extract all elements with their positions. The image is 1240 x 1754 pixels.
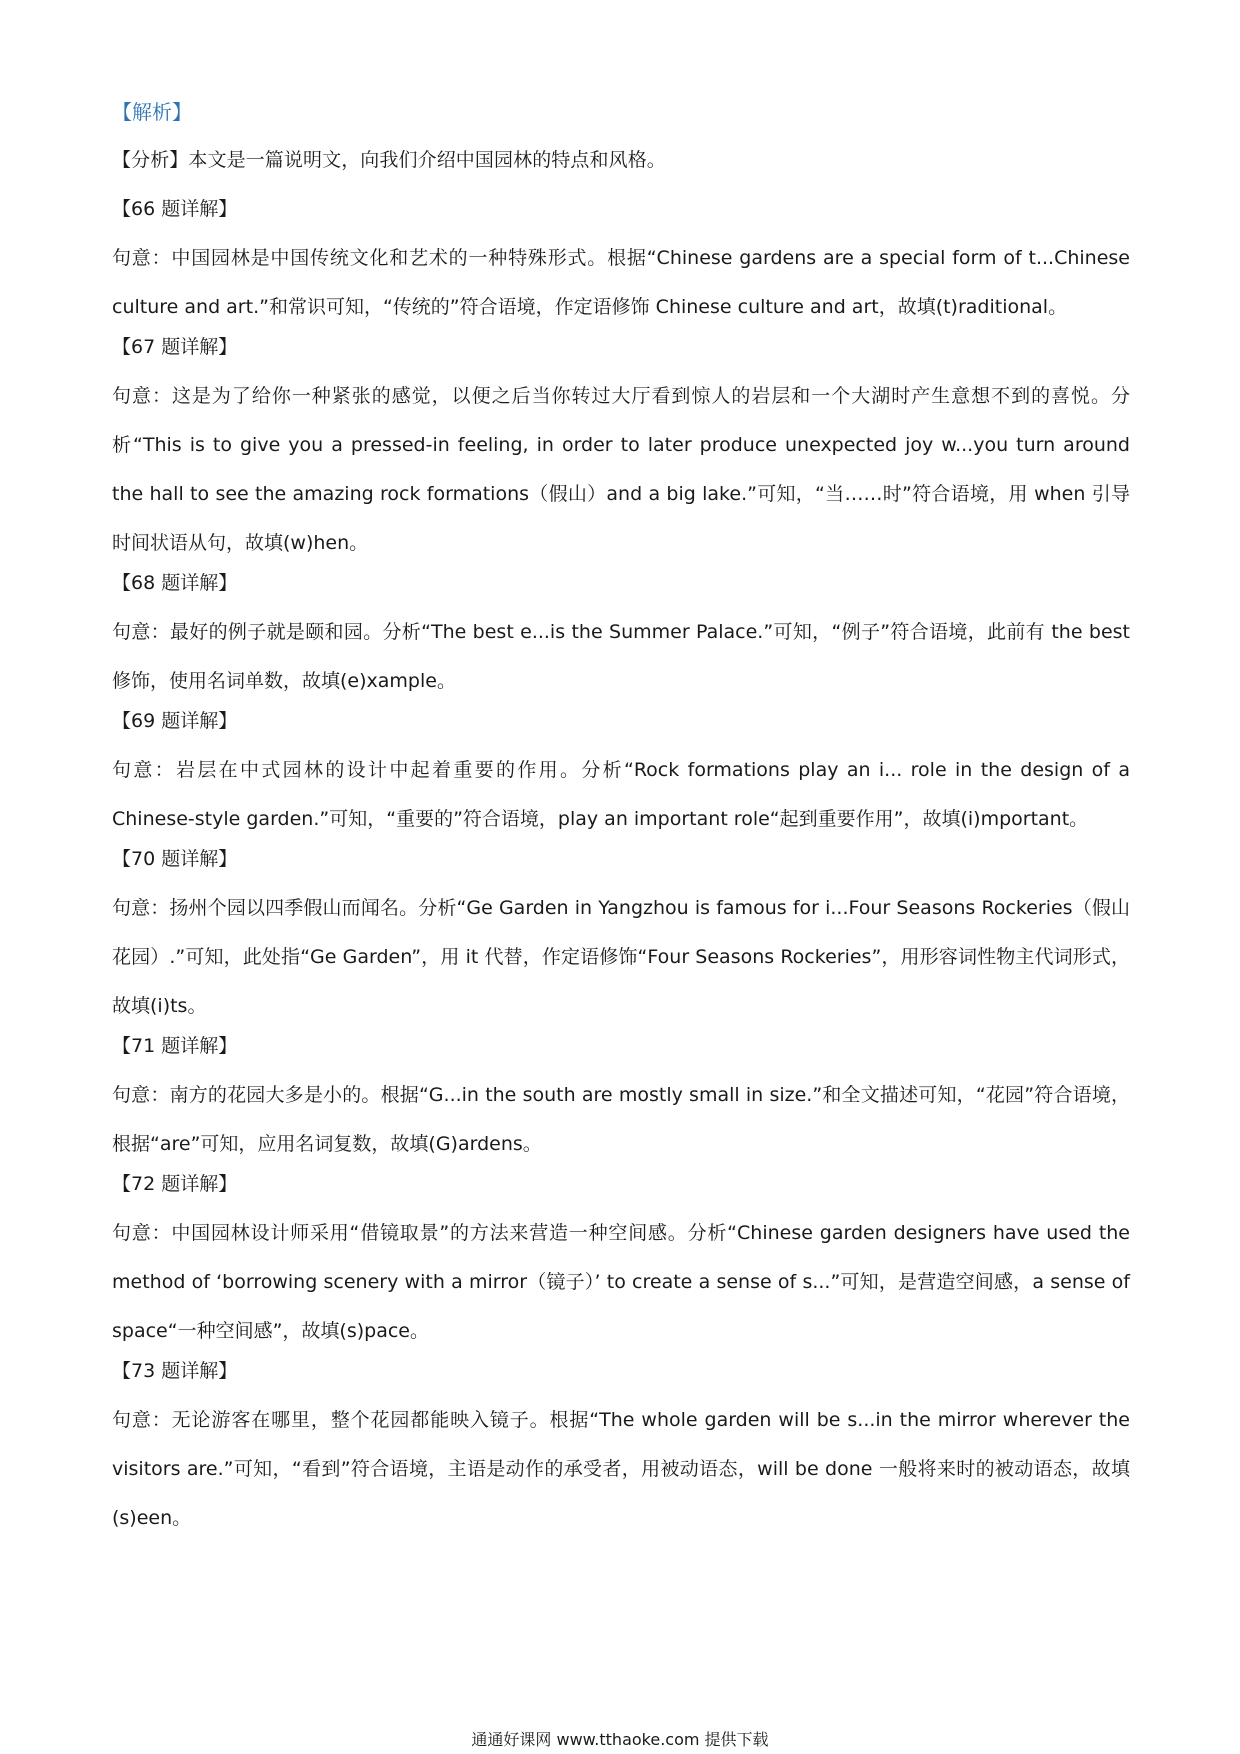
analysis-summary: 【分析】本文是一篇说明文，向我们介绍中国园林的特点和风格。 [112,149,666,171]
item-text: 句意：无论游客在哪里，整个花园都能映入镜子。根据“The whole garden will be s...in the mirror wherever the visitors are.”可知，“看到”符合语境，主语是动作的承受者，用被动语态，will be done 一般将来时的被动语态，故填(s)een。 [112,1409,1130,1529]
item-heading: 【66 题详解】 [112,198,238,220]
item-71 [112,1032,1130,1169]
item-text: 句意：扬州个园以四季假山而闻名。分析“Ge Garden in Yangzhou is famous for i...Four Seasons Rockeries（假山花园）.”可知，此处指“Ge Garden”，用 it 代替，作定语修饰“Four Seasons Rockeries”，用形容词性物主代词形式，故填(i)ts。 [112,897,1130,1017]
document-body [112,98,1130,1544]
item-text: 句意：最好的例子就是颐和园。分析“The best e...is the Summer Palace.”可知，“例子”符合语境，此前有 the best 修饰，使用名词单数，故填(e)xample。 [112,621,1130,692]
item-70 [112,845,1130,1031]
item-heading: 【67 题详解】 [112,336,238,358]
item-heading: 【72 题详解】 [112,1173,238,1195]
item-66 [112,195,1130,332]
page-footer: 通通好课网 www.tthaoke.com 提供下载 [471,1730,769,1749]
item-text: 句意：岩层在中式园林的设计中起着重要的作用。分析“Rock formations play an i... role in the design of a Chinese-style garden.”可知，“重要的”符合语境，play an important role“起到重要作用”，故填(i)mportant。 [112,759,1130,830]
item-heading: 【70 题详解】 [112,848,238,870]
item-69 [112,707,1130,844]
item-heading: 【73 题详解】 [112,1360,238,1382]
item-67 [112,333,1130,568]
item-73 [112,1357,1130,1543]
item-heading: 【68 题详解】 [112,572,238,594]
item-text: 句意：这是为了给你一种紧张的感觉，以便之后当你转过大厅看到惊人的岩层和一个大湖时产生意想不到的喜悦。分析“This is to give you a pressed-in feeling, in order to later produce unexpected joy w...you turn around the hall to see the amazing rock formations（假山）and a big lake.”可知，“当……时”符合语境，用 when 引导时间状语从句，故填(w)hen。 [112,385,1130,554]
item-heading: 【71 题详解】 [112,1035,238,1057]
item-heading: 【69 题详解】 [112,710,238,732]
item-72 [112,1170,1130,1356]
section-title: 【解析】 [112,100,192,124]
item-68 [112,569,1130,706]
item-text: 句意：南方的花园大多是小的。根据“G...in the south are mostly small in size.”和全文描述可知，“花园”符合语境，根据“are”可知，应用名词复数，故填(G)ardens。 [112,1084,1130,1155]
item-text: 句意：中国园林是中国传统文化和艺术的一种特殊形式。根据“Chinese gardens are a special form of t...Chinese culture and art.”和常识可知，“传统的”符合语境，作定语修饰 Chinese culture and art，故填(t)raditional。 [112,247,1130,318]
item-text: 句意：中国园林设计师采用“借镜取景”的方法来营造一种空间感。分析“Chinese garden designers have used the method of ‘borrowing scenery with a mirror（镜子）’ to create a sense of s...”可知，是营造空间感，a sense of space“一种空间感”，故填(s)pace。 [112,1222,1130,1342]
